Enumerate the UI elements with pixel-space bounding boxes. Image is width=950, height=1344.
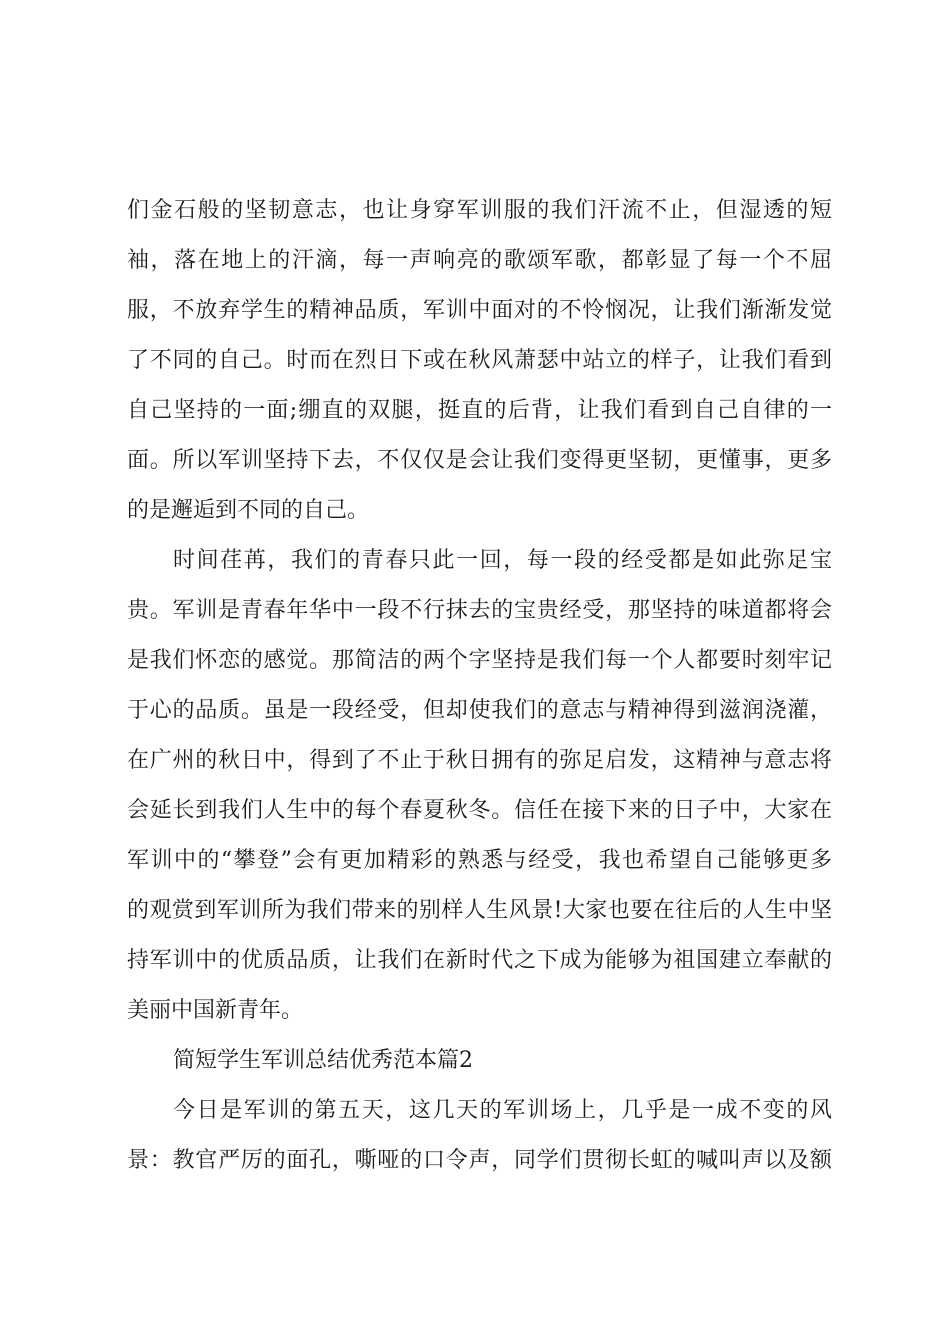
paragraph-start-line: 今日是军训的第五天，这几天的军训场上，几乎是一成不变的风 <box>173 1098 832 1123</box>
text-line: 了不同的自己。时而在烈日下或在秋风萧瑟中站立的样子，让我们看到 <box>127 348 832 373</box>
text-line: 面。所以军训坚持下去，不仅仅是会让我们变得更坚韧，更懂事，更多 <box>127 448 832 473</box>
text-line: 服，不放弃学生的精神品质，军训中面对的不怜悯况，让我们渐渐发觉 <box>127 298 832 323</box>
paragraph-start-line: 时间荏苒，我们的青春只此一回，每一段的经受都是如此弥足宝 <box>173 548 832 573</box>
text-line: 持军训中的优质品质，让我们在新时代之下成为能够为祖国建立奉献的 <box>127 948 832 973</box>
text-line: 景：教官严厉的面孔，嘶哑的口令声，同学们贯彻长虹的喊叫声以及额 <box>127 1148 832 1173</box>
text-line: 袖，落在地上的汗滴，每一声响亮的歌颂军歌，都彰显了每一个不屈 <box>127 248 832 273</box>
text-line: 军训中的“攀登”会有更加精彩的熟悉与经受，我也希望自己能够更多 <box>127 848 832 873</box>
text-line: 们金石般的坚韧意志，也让身穿军训服的我们汗流不止，但湿透的短 <box>127 198 832 223</box>
text-line: 是我们怀恋的感觉。那简洁的两个字坚持是我们每一个人都要时刻牢记 <box>127 648 832 673</box>
text-line: 贵。军训是青春年华中一段不行抹去的宝贵经受，那坚持的味道都将会 <box>127 598 832 623</box>
text-line: 在广州的秋日中，得到了不止于秋日拥有的弥足启发，这精神与意志将 <box>127 748 832 773</box>
text-line: 的观赏到军训所为我们带来的别样人生风景!大家也要在往后的人生中坚 <box>127 898 832 923</box>
text-line: 于心的品质。虽是一段经受，但却使我们的意志与精神得到滋润浇灌， <box>127 698 832 723</box>
section-heading: 简短学生军训总结优秀范本篇2 <box>173 1048 473 1073</box>
document-body <box>127 186 832 1186</box>
text-line: 会延长到我们人生中的每个春夏秋冬。信任在接下来的日子中，大家在 <box>127 798 832 823</box>
text-line: 的是邂逅到不同的自己。 <box>127 498 370 523</box>
text-line: 美丽中国新青年。 <box>127 998 304 1023</box>
text-line: 自己坚持的一面;绷直的双腿，挺直的后背，让我们看到自己自律的一 <box>127 398 832 423</box>
